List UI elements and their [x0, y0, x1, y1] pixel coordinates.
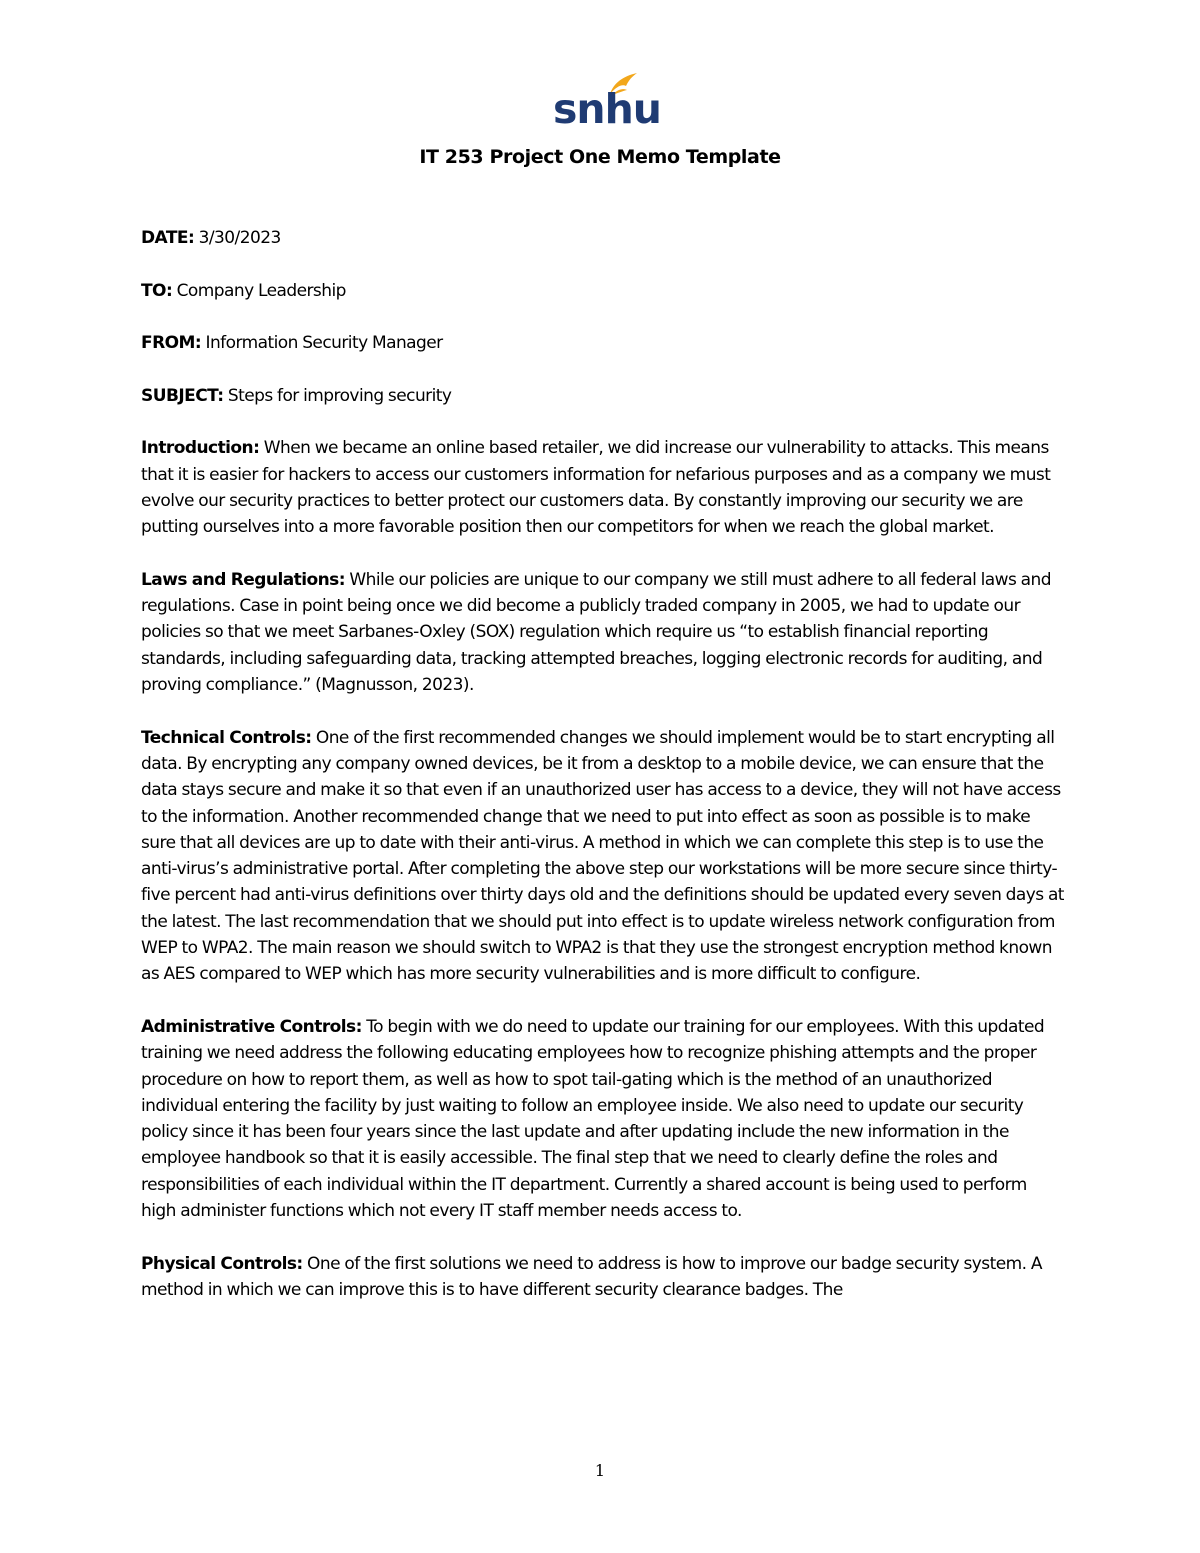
- memo-date: [141, 225, 1066, 251]
- from-label: FROM:: [141, 333, 202, 354]
- section-physical: [141, 1251, 1066, 1304]
- snhu-logo: [553, 72, 661, 134]
- page-number: 1: [594, 1461, 606, 1480]
- introduction-text: When we became an online based retailer, we did increase our vulnerability to attacks. This means that it is easier for hackers to access our customers information for nefarious purposes and as a company we must evolve our security practices to better protect our customers data. By constantly improving our security we are putting ourselves into a more favorable position then our competitors for when we reach the global market.: [141, 438, 1051, 538]
- memo-subject: [141, 383, 1066, 409]
- administrative-label: Administrative Controls:: [141, 1016, 362, 1037]
- introduction-label: Introduction:: [141, 438, 260, 459]
- technical-text: One of the first recommended changes we should implement would be to start encrypting all data. By encrypting any company owned devices, be it from a desktop to a mobile device, we can ensure that the data stays secure and make it so that even if an unauthorized user has access to a device, they will not have access to the information. Another recommended change that we need to put into effect as soon as possible is to make sure that all devices are up to date with their anti-virus. A method in which we can complete this step is to use the anti-virus’s administrative portal. After completing the above step our workstations will be more secure since thirty-five percent had anti-virus definitions over thirty days old and the definitions should be updated every seven days at the latest. The last recommendation that we should put into effect is to update wireless network configuration from WEP to WPA2. The main reason we should switch to WPA2 is that they use the strongest encryption method known as AES compared to WEP which has more security vulnerabilities and is more difficult to configure.: [141, 727, 1064, 985]
- date-label: DATE:: [141, 228, 195, 248]
- section-laws: [141, 567, 1066, 698]
- section-introduction: [141, 435, 1066, 540]
- logo-wordmark: snhu: [553, 85, 661, 133]
- memo-to: [141, 278, 1066, 304]
- technical-label: Technical Controls:: [141, 727, 312, 748]
- section-administrative: [141, 1014, 1066, 1224]
- physical-text: One of the first solutions we need to address is how to improve our badge security system. A method in which we can improve this is to have different security clearance badges. The: [141, 1253, 1042, 1300]
- physical-label: Physical Controls:: [141, 1253, 303, 1274]
- section-technical: [141, 725, 1066, 988]
- from-value: Information Security Manager: [205, 333, 443, 354]
- administrative-text: To begin with we do need to update our training for our employees. With this updated training we need address the following educating employees how to recognize phishing attempts and the proper procedure on how to report them, as well as how to spot tail-gating which is the method of an unauthorized individual entering the facility by just waiting to follow an employee inside. We also need to update our security policy since it has been four years since the last update and after updating include the new information in the employee handbook so that it is easily accessible. The final step that we need to clearly define the roles and responsibilities of each individual within the IT department. Currently a shared account is being used to perform high administer functions which not every IT staff member needs access to.: [141, 1016, 1045, 1221]
- document-title: IT 253 Project One Memo Template: [419, 146, 781, 168]
- memo-body: [141, 225, 1066, 1329]
- subject-label: SUBJECT:: [141, 385, 224, 406]
- subject-value: Steps for improving security: [227, 385, 452, 406]
- to-label: TO:: [141, 280, 173, 301]
- to-value: Company Leadership: [176, 280, 346, 301]
- memo-from: [141, 330, 1066, 356]
- laws-label: Laws and Regulations:: [141, 569, 346, 590]
- date-value: 3/30/2023: [198, 228, 281, 248]
- laws-text: While our policies are unique to our company we still must adhere to all federal laws and regulations. Case in point being once we did become a publicly traded company in 2005, we had to update our policies so that we meet Sarbanes-Oxley (SOX) regulation which require us “to establish financial reporting standards, including safeguarding data, tracking attempted breaches, logging electronic records for auditing, and proving compliance.” (Magnusson, 2023).: [141, 569, 1052, 696]
